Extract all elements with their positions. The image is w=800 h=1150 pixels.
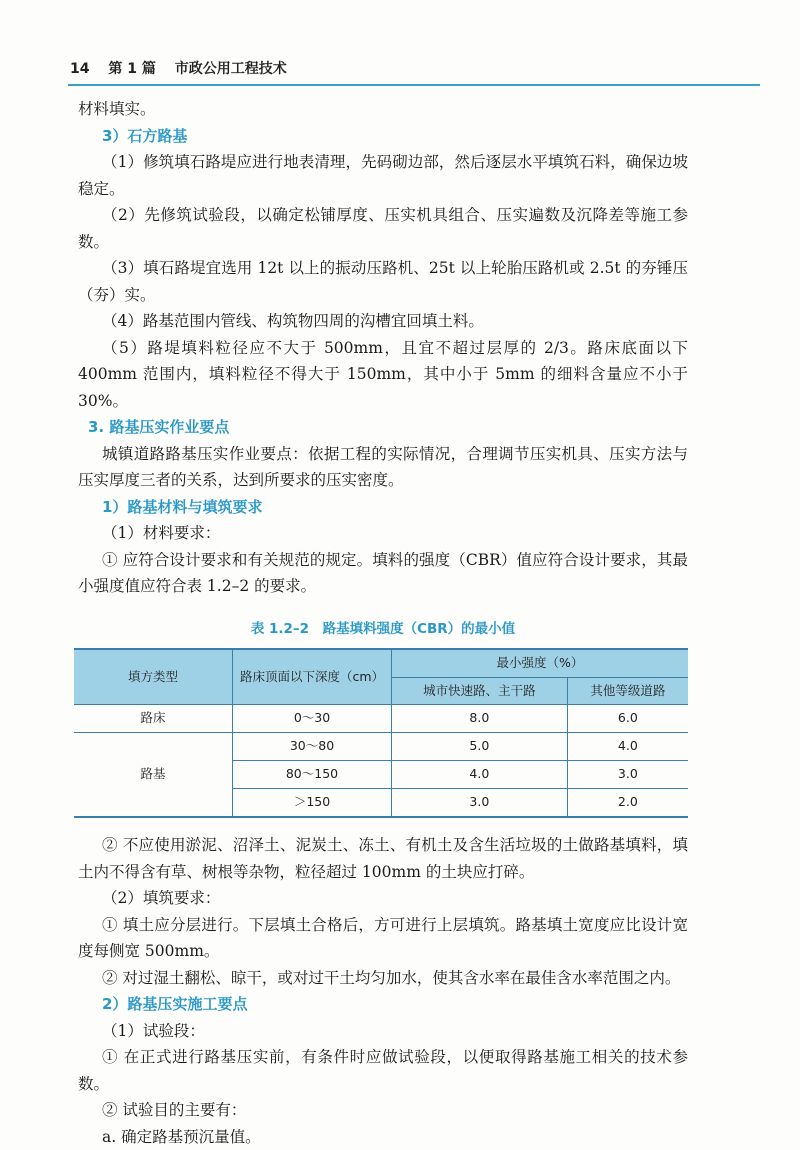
paragraph: （4）路基范围内管线、构筑物四周的沟槽宜回填土料。 [78,308,688,335]
cell-other: 2.0 [567,789,688,818]
header-other: 其他等级道路 [567,677,688,705]
section-title: 市政公用工程技术 [175,61,287,77]
header-min-strength: 最小强度（%） [392,649,689,677]
table-caption: 表 1.2–2 路基填料强度（CBR）的最小值 [78,616,688,643]
paragraph: ② 对过湿土翻松、晾干，或对过干土均匀加水，使其含水率在最佳含水率范围之内。 [78,965,688,992]
paragraph: 城镇道路路基压实作业要点：依据工程的实际情况，合理调节压实机具、压实方法与压实厚度三者的关系，达到所要求的压实密度。 [78,441,688,494]
paragraph: （1）修筑填石路堤应进行地表清理，先码砌边部，然后逐层水平填筑石料，确保边坡稳定。 [78,149,688,202]
paragraph: ① 填土应分层进行。下层填土合格后，方可进行上层填筑。路基填土宽度应比设计宽度每侧宽 500mm。 [78,912,688,965]
header-rule [68,84,760,86]
cell-urban: 8.0 [392,705,568,733]
paragraph: ① 在正式进行路基压实前，有条件时应做试验段，以便取得路基施工相关的技术参数。 [78,1044,688,1097]
paragraph: ② 试验目的主要有： [78,1097,688,1124]
paragraph: （1）试验段： [78,1018,688,1045]
paragraph: a. 确定路基预沉量值。 [78,1124,688,1150]
heading-compaction: 3. 路基压实作业要点 [78,414,688,441]
cell-urban: 4.0 [392,761,568,789]
header-urban: 城市快速路、主干路 [392,677,568,705]
cell-urban: 3.0 [392,789,568,818]
heading-compaction-construction: 2）路基压实施工要点 [78,991,688,1018]
part-label: 第 1 篇 [108,61,156,77]
group-subgrade: 路基 [74,733,233,818]
cell-other: 6.0 [567,705,688,733]
paragraph: （3）填石路堤宜选用 12t 以上的振动压路机、25t 以上轮胎压路机或 2.5t 的夯锤压（夯）实。 [78,255,688,308]
paragraph: （2）填筑要求： [78,885,688,912]
table-row [74,705,688,733]
cell-other: 4.0 [567,733,688,761]
cell-depth: 80～150 [233,761,392,789]
paragraph: （2）先修筑试验段，以确定松铺厚度、压实机具组合、压实遍数及沉降差等施工参数。 [78,202,688,255]
page-header [70,58,760,80]
paragraph: （1）材料要求： [78,520,688,547]
cell-other: 3.0 [567,761,688,789]
table-row [74,733,688,761]
page-number: 14 [70,61,89,77]
cell-depth: ＞150 [233,789,392,818]
cbr-table [74,648,688,818]
page-body [78,96,688,1150]
heading-materials: 1）路基材料与填筑要求 [78,494,688,521]
group-roadbed: 路床 [74,705,233,733]
heading-stone-subgrade: 3）石方路基 [78,123,688,150]
cell-depth: 30～80 [233,733,392,761]
paragraph: ① 应符合设计要求和有关规范的规定。填料的强度（CBR）值应符合设计要求，其最小强度值应符合表 1.2–2 的要求。 [78,547,688,600]
cell-urban: 5.0 [392,733,568,761]
paragraph: ② 不应使用淤泥、沼泽土、泥炭土、冻土、有机土及含生活垃圾的土做路基填料，填土内不得含有草、树根等杂物，粒径超过 100mm 的土块应打碎。 [78,832,688,885]
paragraph: （5）路堤填料粒径应不大于 500mm，且宜不超过层厚的 2/3。路床底面以下 400mm 范围内，填料粒径不得大于 150mm，其中小于 5mm 的细料含量应不小于 30%。 [78,335,688,415]
paragraph: 材料填实。 [78,96,688,123]
header-fill-type: 填方类型 [74,649,233,705]
header-depth: 路床顶面以下深度（cm） [233,649,392,705]
cell-depth: 0～30 [233,705,392,733]
